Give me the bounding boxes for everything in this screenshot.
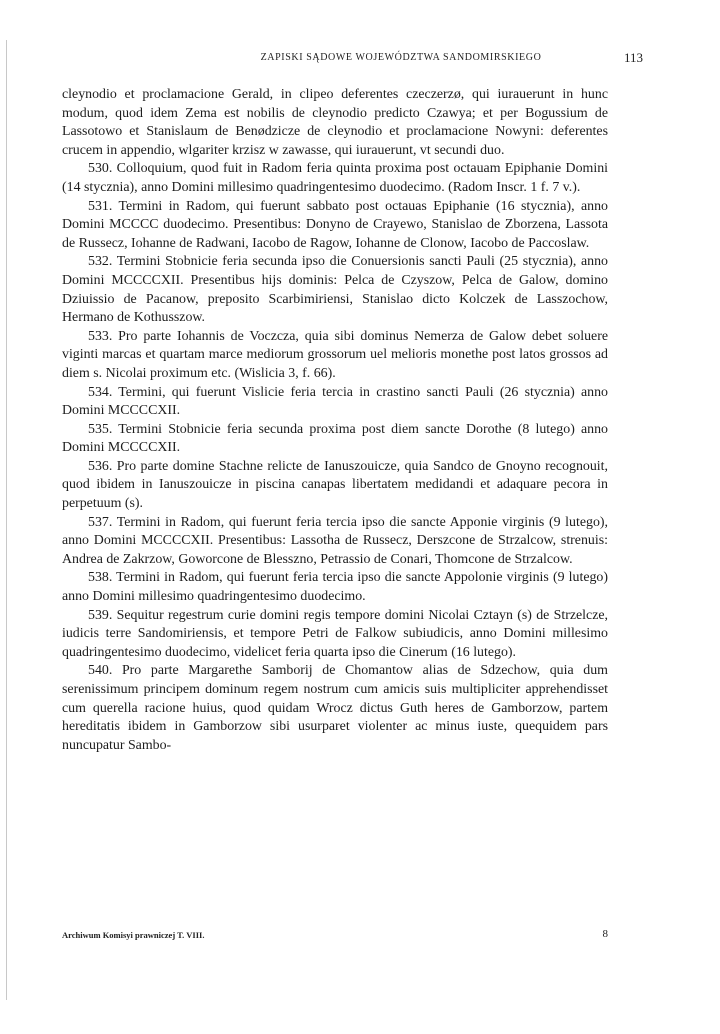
page-number: 113: [623, 50, 643, 65]
entry-529-continuation: cleynodio et proclamacione Gerald, in clipeo deferentes czeczerzø, qui iurauerunt in hunc modum, quod idem Zema est nobilis de cleynodio predicto Czawya; et per Bogussium de Lassotowo et Stanislaum de Benødzicze de cleynodio et proclamacione Nowyni: deferentes crucem in appendio, wlgariter krzisz w zawasse, qui iurauerunt, vt secundi duo.: [62, 87, 608, 158]
page-header: [88, 50, 643, 70]
document-body: [62, 86, 608, 755]
entry-535: 535. Termini Stobnicie feria secunda proxima post diem sancte Dorothe (8 lutego) anno Domini MCCCCXII.: [62, 421, 608, 456]
entry-534: 534. Termini, qui fuerunt Vislicie feria tercia in crastino sancti Pauli (26 stycznia) anno Domini MCCCCXII.: [62, 384, 608, 419]
entry-533: 533. Pro parte Iohannis de Voczcza, quia sibi dominus Nemerza de Galow debet soluere viginti marcas et quartam marce mediorum grossorum uel melioris monethe post latos grossos ad diem s. Nicolai proximum etc. (Wislicia 3, f. 66).: [62, 328, 608, 381]
scan-edge-line: [6, 40, 7, 1000]
running-head: ZAPISKI SĄDOWE WOJEWÓDZTWA SANDOMIRSKIEGO: [260, 52, 542, 63]
footer-note: Archiwum Komisyi prawniczej T. VIII.: [62, 930, 205, 940]
entry-530: 530. Colloquium, quod fuit in Radom feria quinta proxima post octauam Epiphanie Domini (14 stycznia), anno Domini millesimo quadringentesimo duodecimo. (Radom Inscr. 1 f. 7 v.).: [62, 161, 608, 195]
entry-536: 536. Pro parte domine Stachne relicte de Ianuszouicze, quia Sandco de Gnoyno recognouit, quod ibidem in Ianuszouicze in piscina canapas libertatem medidandi et adaquare pecora in perpetuum (s).: [62, 458, 608, 512]
signature-mark: 8: [602, 928, 608, 940]
entry-540: 540. Pro parte Margarethe Samborij de Chomantow alias de Sdzechow, quia dum serenissimum principem dominum regem nostrum cum amicis suis multipliciter apprehendisset cum querella racione huius, quod quidam Wrocz dictus Guth heres de Gamborzow, partem hereditatis ibidem in Gamborzow sibi usurparet violenter ac minus iuste, quequidem pars nuncupatur Sambo-: [62, 663, 608, 753]
entry-531: 531. Termini in Radom, qui fuerunt sabbato post octauas Epiphanie (16 stycznia), anno Domini MCCCC duodecimo. Presentibus: Donyno de Crayewo, Stanislao de Zborzena, Lassota de Russecz, Iohanne de Radwani, Iacobo de Ragow, Iohanne de Clonow, Iacobo de Paccoslaw.: [62, 198, 608, 251]
entry-537: 537. Termini in Radom, qui fuerunt feria tercia ipso die sancte Apponie virginis (9 lutego), anno Domini MCCCCXII. Presentibus: Lassotha de Russecz, Derszcone de Strzalcow, strenuis: Andrea de Zakrzow, Goworcone de Blesszno, Petrassio de Conari, Thomcone de Strzalcow.: [62, 514, 608, 567]
entry-538: 538. Termini in Radom, qui fuerunt feria tercia ipso die sancte Appolonie virginis (9 lutego) anno Domini millesimo quadringentesimo duodecimo.: [62, 570, 608, 605]
page-footer: [62, 930, 608, 948]
entry-532: 532. Termini Stobnicie feria secunda ipso die Conuersionis sancti Pauli (25 stycznia), anno Domini MCCCCXII. Presentibus hijs dominis: Pelca de Czyszow, Pelca de Galow, domino Dziuissio de Pacanow, preposito Scarbimiriensi, Stanislao dicto Kolczek de Lasszochow, Hermano de Kothusszow.: [62, 254, 608, 326]
entry-539: 539. Sequitur regestrum curie domini regis tempore domini Nicolai Cztayn (s) de Strzelcze, iudicis terre Sandomiriensis, et tempore Petri de Falkow subiudicis, anno Domini millesimo quadringentesimo duodecimo, videlicet feria quarta ipso die Cinerum (16 lutego).: [62, 607, 608, 660]
